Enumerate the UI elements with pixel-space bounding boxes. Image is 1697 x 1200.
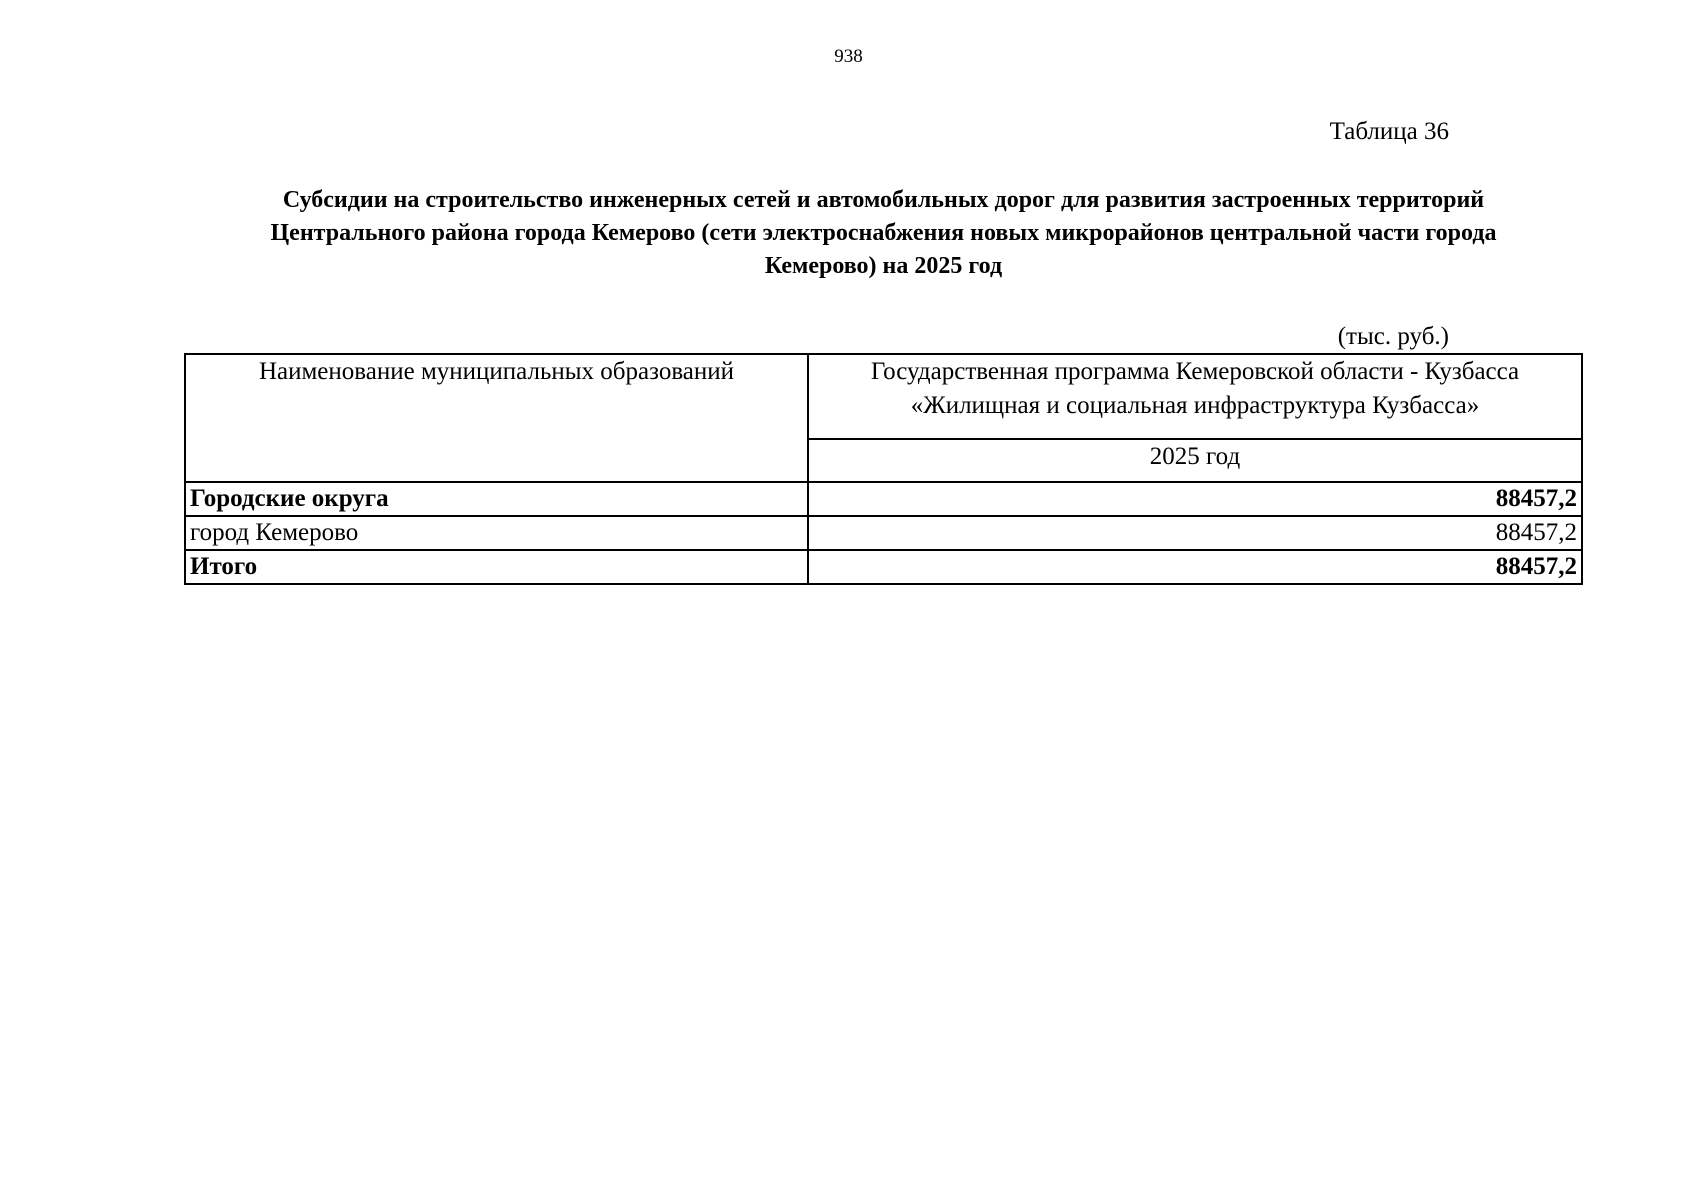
row-name: Итого [185,550,808,584]
row-name: Городские округа [185,482,808,516]
row-value: 88457,2 [808,516,1582,550]
header-municipality-name: Наименование муниципальных образований [185,354,808,482]
title-line-1: Субсидии на строительство инженерных сетей и автомобильных дорог для развития застроенных территорий [282,187,1485,213]
title-line-3: Кемерово) на 2025 год [764,253,1003,279]
table-header-row [185,354,1582,439]
row-value: 88457,2 [808,550,1582,584]
table-row [185,482,1582,516]
title-line-2: Центрального района города Кемерово (сети электроснабжения новых микрорайонов центральной части города [270,220,1497,246]
table-row-total [185,550,1582,584]
row-value: 88457,2 [808,482,1582,516]
table-label: Таблица 36 [1329,118,1449,145]
units-label: (тыс. руб.) [1337,323,1449,350]
header-program-line-2: «Жилищная и социальная инфраструктура Кузбасса» [910,392,1480,419]
page-number: 938 [834,46,863,67]
document-title [200,184,1567,283]
row-name: город Кемерово [185,516,808,550]
subsidy-table [184,353,1583,585]
header-program-line-1: Государственная программа Кемеровской области - Кузбасса [870,358,1520,385]
header-program [808,354,1582,439]
table-row [185,516,1582,550]
header-year: 2025 год [808,439,1582,482]
